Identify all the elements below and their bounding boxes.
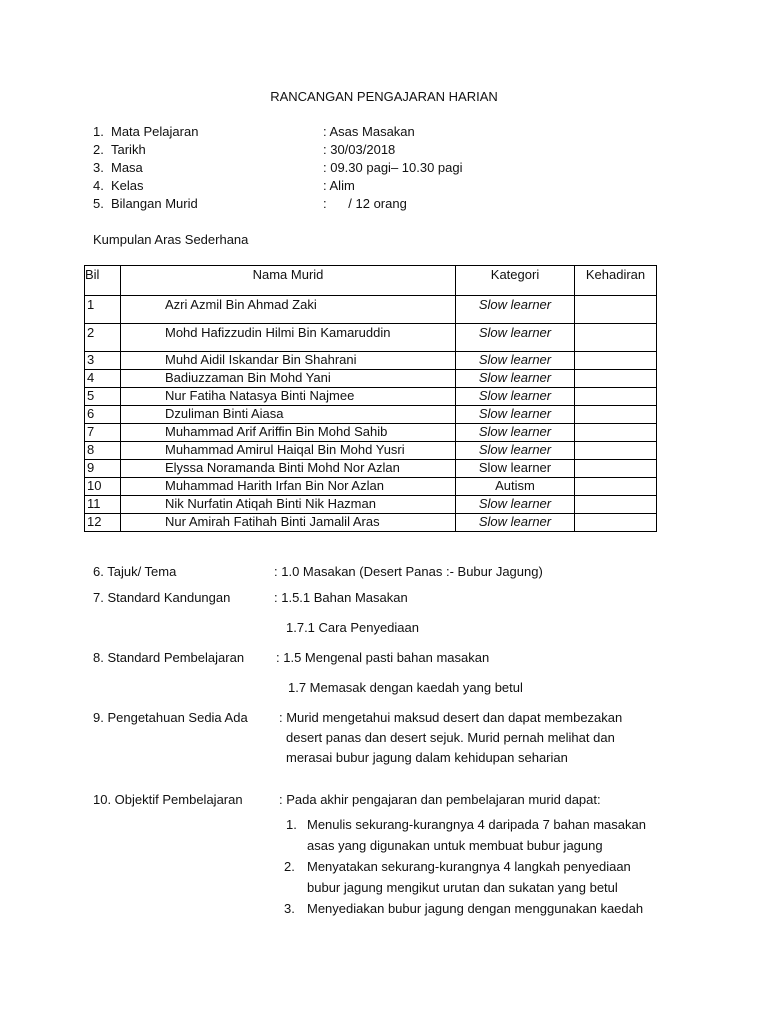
- info-label: Mata Pelajaran: [111, 124, 199, 139]
- section-value-line: merasai bubur jagung dalam kehidupan seharian: [286, 750, 568, 765]
- info-number: 3.: [93, 160, 104, 175]
- cell-bil: 9: [85, 460, 121, 478]
- cell-kehadiran[interactable]: [575, 352, 657, 370]
- table-row: [85, 478, 657, 496]
- table-row: [85, 460, 657, 478]
- group-title: Kumpulan Aras Sederhana: [93, 232, 249, 247]
- cell-nama: Nik Nurfatin Atiqah Binti Nik Hazman: [121, 496, 456, 514]
- cell-bil: 10: [85, 478, 121, 496]
- cell-nama: Muhd Aidil Iskandar Bin Shahrani: [121, 352, 456, 370]
- document-title: RANCANGAN PENGAJARAN HARIAN: [270, 89, 498, 104]
- cell-nama: Muhammad Arif Ariffin Bin Mohd Sahib: [121, 424, 456, 442]
- cell-kategori: Slow learner: [456, 388, 575, 406]
- section-value: : Murid mengetahui maksud desert dan dapat membezakan: [279, 710, 623, 725]
- objective-text-line: asas yang digunakan untuk membuat bubur jagung: [307, 838, 603, 853]
- table-row: [85, 496, 657, 514]
- info-number: 5.: [93, 196, 104, 211]
- section-value: : Pada akhir pengajaran dan pembelajaran murid dapat:: [279, 792, 601, 807]
- objective-text: Menyediakan bubur jagung dengan menggunakan kaedah: [307, 901, 644, 916]
- cell-kehadiran[interactable]: [575, 424, 657, 442]
- cell-nama: Dzuliman Binti Aiasa: [121, 406, 456, 424]
- section-label: 8. Standard Pembelajaran: [93, 650, 245, 665]
- column-header-kategori: Kategori: [456, 266, 575, 296]
- cell-kategori: Slow learner: [456, 496, 575, 514]
- objective-text-line: bubur jagung mengikut urutan dan sukatan yang betul: [307, 880, 618, 895]
- cell-nama: Muhammad Harith Irfan Bin Nor Azlan: [121, 478, 456, 496]
- section-value-line: 1.7 Memasak dengan kaedah yang betul: [288, 680, 523, 695]
- cell-nama: Nur Fatiha Natasya Binti Najmee: [121, 388, 456, 406]
- cell-bil: 4: [85, 370, 121, 388]
- objective-text: Menulis sekurang-kurangnya 4 daripada 7 bahan masakan: [307, 817, 646, 832]
- info-label: Masa: [111, 160, 143, 175]
- table-row: [85, 424, 657, 442]
- cell-nama: Elyssa Noramanda Binti Mohd Nor Azlan: [121, 460, 456, 478]
- section-value: : 1.5.1 Bahan Masakan: [274, 590, 408, 605]
- cell-bil: 12: [85, 514, 121, 532]
- cell-nama: Azri Azmil Bin Ahmad Zaki: [121, 296, 456, 324]
- table-row: [85, 388, 657, 406]
- cell-kehadiran[interactable]: [575, 496, 657, 514]
- cell-kategori: Slow learner: [456, 370, 575, 388]
- cell-kategori: Slow learner: [456, 424, 575, 442]
- column-header-nama: Nama Murid: [121, 266, 456, 296]
- student-table: [84, 265, 657, 532]
- cell-nama: Mohd Hafizzudin Hilmi Bin Kamaruddin: [121, 324, 456, 352]
- cell-bil: 11: [85, 496, 121, 514]
- table-row: [85, 406, 657, 424]
- info-label: Bilangan Murid: [111, 196, 198, 211]
- cell-kategori: Slow learner: [456, 514, 575, 532]
- info-value: : 30/03/2018: [323, 142, 396, 157]
- section-value: : 1.5 Mengenal pasti bahan masakan: [276, 650, 490, 665]
- cell-kategori: Slow learner: [456, 442, 575, 460]
- cell-kategori: Slow learner: [456, 324, 575, 352]
- info-label: Kelas: [111, 178, 144, 193]
- column-header-kehadiran: Kehadiran: [575, 266, 657, 296]
- cell-kategori: Slow learner: [456, 296, 575, 324]
- section-value-line: 1.7.1 Cara Penyediaan: [286, 620, 419, 635]
- table-row: [85, 370, 657, 388]
- cell-kehadiran[interactable]: [575, 370, 657, 388]
- section-label: 9. Pengetahuan Sedia Ada: [93, 710, 248, 725]
- table-row: [85, 514, 657, 532]
- cell-bil: 5: [85, 388, 121, 406]
- info-value: : Asas Masakan: [323, 124, 415, 139]
- objective-number: 2.: [284, 859, 295, 874]
- cell-kehadiran[interactable]: [575, 514, 657, 532]
- cell-nama: Muhammad Amirul Haiqal Bin Mohd Yusri: [121, 442, 456, 460]
- cell-kategori: Slow learner: [456, 352, 575, 370]
- cell-kehadiran[interactable]: [575, 442, 657, 460]
- table-row: [85, 352, 657, 370]
- cell-bil: 6: [85, 406, 121, 424]
- section-label: 10. Objektif Pembelajaran: [93, 792, 243, 807]
- cell-kehadiran[interactable]: [575, 296, 657, 324]
- objective-number: 3.: [284, 901, 295, 916]
- cell-bil: 3: [85, 352, 121, 370]
- table-header-row: [85, 266, 657, 296]
- section-value: : 1.0 Masakan (Desert Panas :- Bubur Jagung): [274, 564, 543, 579]
- cell-nama: Badiuzzaman Bin Mohd Yani: [121, 370, 456, 388]
- cell-kehadiran[interactable]: [575, 388, 657, 406]
- section-label: 7. Standard Kandungan: [93, 590, 231, 605]
- cell-kategori: Slow learner: [456, 460, 575, 478]
- info-value: : 09.30 pagi– 10.30 pagi: [323, 160, 463, 175]
- cell-bil: 8: [85, 442, 121, 460]
- section-value-line: desert panas dan desert sejuk. Murid pernah melihat dan: [286, 730, 615, 745]
- cell-bil: 7: [85, 424, 121, 442]
- info-label: Tarikh: [111, 142, 146, 157]
- info-value: : / 12 orang: [323, 196, 407, 211]
- info-number: 1.: [93, 124, 104, 139]
- cell-bil: 1: [85, 296, 121, 324]
- cell-kehadiran[interactable]: [575, 478, 657, 496]
- cell-kehadiran[interactable]: [575, 406, 657, 424]
- table-row: [85, 442, 657, 460]
- section-label: 6. Tajuk/ Tema: [93, 564, 177, 579]
- cell-kehadiran[interactable]: [575, 460, 657, 478]
- cell-kategori: Autism: [456, 478, 575, 496]
- cell-nama: Nur Amirah Fatihah Binti Jamalil Aras: [121, 514, 456, 532]
- info-value: : Alim: [323, 178, 355, 193]
- objective-text: Menyatakan sekurang-kurangnya 4 langkah penyediaan: [307, 859, 631, 874]
- objective-number: 1.: [286, 817, 297, 832]
- cell-bil: 2: [85, 324, 121, 352]
- info-number: 2.: [93, 142, 104, 157]
- table-row: [85, 296, 657, 324]
- table-row: [85, 324, 657, 352]
- cell-kehadiran[interactable]: [575, 324, 657, 352]
- column-header-bil: Bil: [85, 266, 121, 296]
- info-number: 4.: [93, 178, 104, 193]
- cell-kategori: Slow learner: [456, 406, 575, 424]
